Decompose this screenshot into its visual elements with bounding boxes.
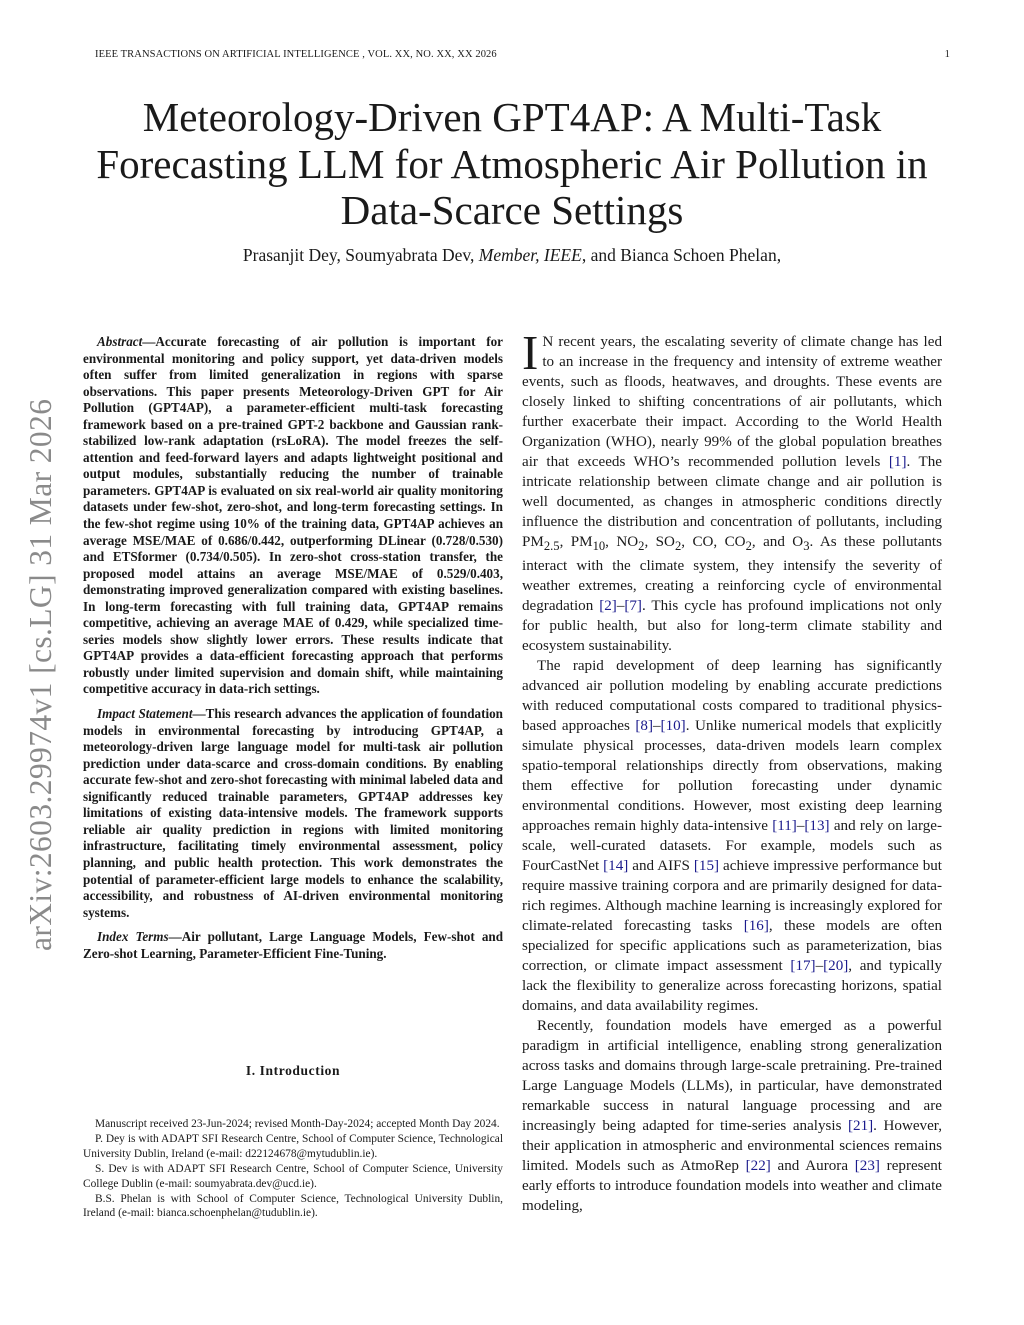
- footnote-dey: P. Dey is with ADAPT SFI Research Centre, School of Computer Science, Technological University Dublin, Ireland (e-mail: d22124678@mytudublin.ie).: [83, 1133, 503, 1160]
- citation-link[interactable]: [15]: [693, 858, 720, 875]
- intro-text: , and O: [751, 534, 804, 550]
- intro-text: , CO, CO: [681, 534, 746, 550]
- intro-text: . However, their application in atmospheric and environmental sciences remains limited. Models such as AtmoRep: [522, 1118, 942, 1175]
- impact-text: —This research advances the application of foundation models in environmental forecasting by introducing GPT4AP, a meteorology-driven large language model for multi-task air pollution prediction under data-scarce and cross-domain conditions. By enabling accurate few-shot and zero-shot forecasting with minimal labeled data and significantly reduced trainable parameters, GPT4AP addresses key limitations of existing data-intensive models. The framework supports reliable air quality prediction in regions with limited monitoring infrastructure, facilitating timely environmental assessment, policy planning, and public health protection. This work demonstrates the potential of parameter-efficient large models to enhance the scalability, accessibility, and robustness of AI-driven environmental monitoring systems.: [83, 706, 503, 920]
- left-column: [83, 334, 503, 962]
- drop-cap: I: [522, 325, 539, 380]
- intro-text: . The intricate relationship between climate change and air pollution is well documented, as changes in atmospheric conditions directly influence the distribution and concentration of pollutants, including PM: [522, 454, 942, 550]
- citation-dash: –: [796, 818, 805, 835]
- index-terms: [83, 929, 503, 962]
- arxiv-stamp: arXiv:2603.29974v1 [cs.LG] 31 Mar 2026: [23, 398, 58, 951]
- intro-paragraph-3: [522, 1016, 942, 1216]
- intro-text: and rely on large-scale, well-curated datasets. For example, models such as FourCastNet: [522, 818, 942, 875]
- author-role: Member, IEEE: [478, 245, 582, 265]
- citation-dash: –: [815, 958, 824, 975]
- footnote-manuscript: Manuscript received 23-Jun-2024; revised Month-Day-2024; accepted Month Day 2024.: [95, 1118, 500, 1130]
- intro-text: represent early efforts to introduce foundation models into weather and climate modeling,: [522, 1158, 942, 1215]
- footnote-phelan: B.S. Phelan is with School of Computer Science, Technological University Dublin, Ireland (e-mail: bianca.schoenphelan@tudublin.ie).: [83, 1193, 503, 1220]
- intro-text: . Unlike numerical models that explicitly simulate physical processes, data-driven models learn complex spatio-temporal relationships directly from observations, making them effective for pollution forecasting under dynamic environmental conditions. However, most existing deep learning approaches remain highly data-intensive: [522, 718, 942, 835]
- intro-text: , NO: [605, 534, 639, 550]
- intro-text: The rapid development of deep learning has significantly advanced air pollution modeling by enabling accurate predictions with reduced computational costs compared to traditional physics-based approaches: [522, 658, 942, 735]
- author-names-end: , and Bianca Schoen Phelan,: [581, 245, 782, 265]
- subscript: 10: [592, 539, 606, 554]
- intro-text: . As these pollutants interact with the climate system, they intensify the severity of weather extremes, creating a reinforcing cycle of environmental degradation: [522, 534, 943, 615]
- footnotes: [83, 1117, 503, 1222]
- impact-statement: [83, 706, 503, 921]
- paper-title: Meteorology-Driven GPT4AP: A Multi-Task Forecasting LLM for Atmospheric Air Pollution in Data-Scarce Settings: [96, 94, 928, 233]
- citation-link[interactable]: [16]: [743, 918, 769, 935]
- subscript: 2: [674, 539, 682, 554]
- abstract-label: Abstract: [97, 334, 143, 349]
- intro-text: . This cycle has profound implications not only for public health, but also for long-term climate stability and ecosystem sustainability.: [522, 598, 942, 655]
- impact-label: Impact Statement: [97, 706, 193, 722]
- citation-link[interactable]: [22]: [745, 1158, 771, 1175]
- index-terms-text: —Air pollutant, Large Language Models, Few-shot and Zero-shot Learning, Parameter-Efficient Fine-Tuning.: [83, 929, 504, 961]
- page-number: 1: [944, 49, 950, 60]
- intro-paragraph-2: [522, 656, 942, 1016]
- right-column: [522, 325, 943, 1216]
- intro-paragraph-1: [522, 325, 943, 656]
- citation-link[interactable]: [13]: [804, 818, 830, 835]
- citation-link[interactable]: [8]: [635, 718, 653, 735]
- citation-link[interactable]: [1]: [888, 454, 907, 470]
- citation-link[interactable]: [11]: [772, 818, 797, 835]
- citation-link[interactable]: [14]: [603, 858, 629, 875]
- intro-text: and Aurora: [770, 1158, 855, 1175]
- author-names: Prasanjit Dey, Soumyabrata Dev,: [242, 245, 479, 265]
- intro-text: Recently, foundation models have emerged as a powerful paradigm in artificial intelligence, enabling strong generalization across tasks and domains through large-scale pretraining. Pre-trained Large Language Models (LLMs), in particular, have demonstrated remarkable success in natural language processing and are increasingly being adapted for time-series analysis: [522, 1018, 942, 1135]
- index-terms-label: Index Terms: [97, 929, 169, 945]
- subscript: 2.5: [543, 539, 560, 554]
- subscript: 3: [803, 539, 810, 554]
- footnote-dev: S. Dev is with ADAPT SFI Research Centre, School of Computer Science, University College Dublin (e-mail: soumyabrata.dev@ucd.ie).: [83, 1163, 503, 1190]
- citation-dash: –: [653, 718, 661, 735]
- section-heading-introduction: I. Introduction: [245, 1063, 341, 1078]
- citation-link[interactable]: [20]: [823, 958, 849, 975]
- intro-text: , PM: [559, 534, 593, 550]
- intro-text: N recent years, the escalating severity of climate change has led to an increase in the frequency and intensity of extreme weather events, such as floods, heatwaves, and droughts. These events are closely linked to shifting concentrations of air pollutants, which further exacerbate their impact. According to the World Health Organization (WHO), nearly 99% of the global population breathes air that exceeds WHO’s recommended pollution levels: [522, 334, 942, 470]
- intro-text: , SO: [644, 534, 675, 550]
- citation-link[interactable]: [7]: [624, 598, 642, 615]
- citation-link[interactable]: [17]: [790, 958, 816, 975]
- abstract: [83, 334, 503, 698]
- citation-link[interactable]: [21]: [848, 1118, 874, 1135]
- author-line: [60, 245, 964, 266]
- citation-link[interactable]: [10]: [660, 718, 686, 735]
- citation-dash: –: [616, 598, 625, 615]
- subscript: 2: [638, 539, 645, 554]
- intro-text: achieve impressive performance but require massive training corpora and are primarily designed for data-rich regimes. Although machine learning is increasingly explored for climate-related forecasting tasks: [522, 858, 942, 935]
- intro-text: and AIFS: [628, 858, 694, 875]
- intro-text: , these models are often specialized for specific applications such as parameterization, bias correction, or climate impact assessment: [522, 918, 942, 975]
- abstract-text: —Accurate forecasting of air pollution is important for environmental monitoring and policy support, yet data-driven models often suffer from limited generalization in regions with sparse observations. This paper presents Meteorology-Driven GPT for Air Pollution (GPT4AP), a parameter-efficient multi-task forecasting framework based on a pre-trained GPT-2 backbone and Gaussian rank-stabilized low-rank adaptation (rsLoRA). The model freezes the self-attention and feed-forward layers and adapts lightweight positional and output modules, substantially reducing the number of trainable parameters. GPT4AP is evaluated on six real-world air quality monitoring datasets under few-shot, zero-shot, and long-term forecasting settings. In the few-shot regime using 10% of the training data, GPT4AP achieves an average MSE/MAE of 0.686/0.442, outperforming DLinear (0.728/0.530) and ETSformer (0.734/0.505). In zero-shot cross-station transfer, the proposed model attains an average MSE/MAE of 0.529/0.403, demonstrating improved generalization compared with existing baselines. In long-term forecasting with full training data, GPT4AP remains competitive, achieving an average MAE of 0.429, while specialized time-series models show slightly lower errors. These results indicate that GPT4AP provides a data-efficient forecasting approach that performs robustly under limited supervision and domain shift, while maintaining competitive accuracy in data-rich settings.: [83, 334, 503, 697]
- citation-link[interactable]: [2]: [599, 598, 617, 615]
- subscript: 2: [745, 539, 752, 554]
- citation-link[interactable]: [23]: [854, 1158, 880, 1175]
- intro-text: , and typically lack the flexibility to generalize across forecasting horizons, spatial domains, and data availability regimes.: [522, 958, 942, 1015]
- journal-header: IEEE TRANSACTIONS ON ARTIFICIAL INTELLIGENCE , VOL. XX, NO. XX, XX 2026: [95, 49, 497, 60]
